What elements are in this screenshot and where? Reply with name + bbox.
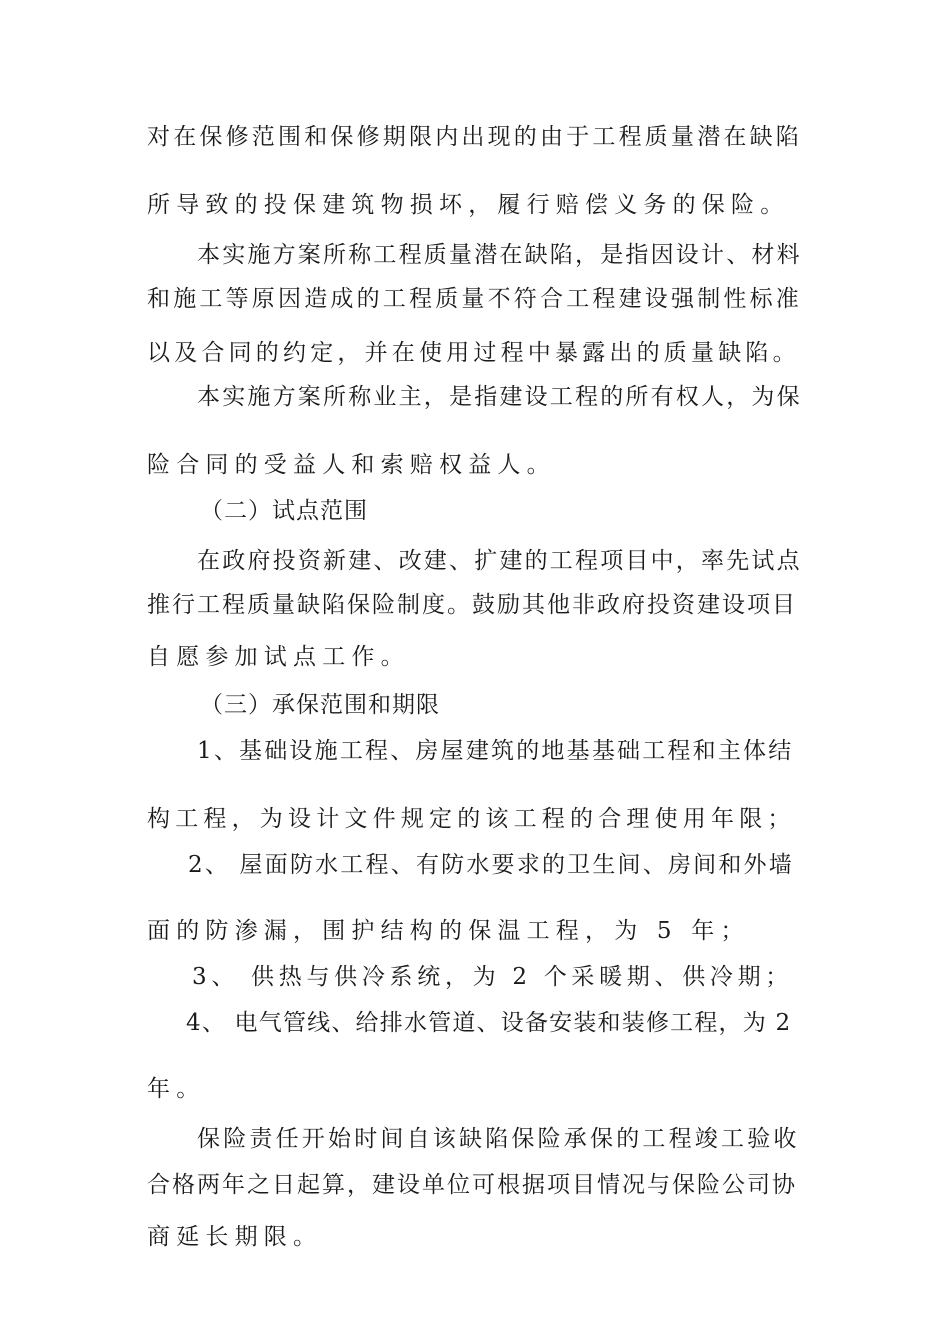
list-item-line: 年。	[147, 1076, 206, 1102]
paragraph-line: 自愿参加试点工作。	[147, 644, 410, 670]
section-heading: （二）试点范围	[200, 498, 368, 524]
paragraph-line: 和施工等原因造成的工程质量不符合工程建设强制性标准	[147, 286, 802, 312]
paragraph-line: 险合同的受益人和索赔权益人。	[147, 452, 556, 478]
paragraph-line: 在政府投资新建、改建、扩建的工程项目中，率先试点	[197, 548, 802, 574]
paragraph-line: 商延长期限。	[147, 1224, 323, 1250]
list-item-line: 2、 屋面防水工程、有防水要求的卫生间、房间和外墙	[188, 852, 794, 878]
list-item-line: 4、 电气管线、给排水管道、设备安装和装修工程，为 2	[186, 1010, 792, 1036]
paragraph-line: 本实施方案所称工程质量潜在缺陷，是指因设计、材料	[197, 242, 802, 268]
list-item-line: 1、基础设施工程、房屋建筑的地基基础工程和主体结	[197, 738, 794, 764]
paragraph-line: 推行工程质量缺陷保险制度。鼓励其他非政府投资建设项目	[147, 592, 797, 618]
section-heading: （三）承保范围和期限	[200, 692, 440, 718]
list-item-line: 3、 供热与供冷系统，为 2 个采暖期、供冷期；	[192, 964, 793, 990]
paragraph-line: 保险责任开始时间自该缺陷保险承保的工程竣工验收	[197, 1126, 800, 1152]
list-item-line: 面的防渗漏，围护结构的保温工程，为 5 年；	[147, 918, 750, 944]
paragraph-line: 对在保修范围和保修期限内出现的由于工程质量潜在缺陷	[147, 124, 802, 150]
paragraph-line: 以及合同的约定，并在使用过程中暴露出的质量缺陷。	[147, 340, 800, 366]
list-item-line: 构工程，为设计文件规定的该工程的合理使用年限；	[147, 806, 796, 832]
paragraph-line: 合格两年之日起算，建设单位可根据项目情况与保险公司协	[147, 1172, 797, 1198]
paragraph-line: 所导致的投保建筑物损坏，履行赔偿义务的保险。	[147, 192, 790, 218]
paragraph-line: 本实施方案所称业主，是指建设工程的所有权人，为保	[197, 384, 802, 410]
